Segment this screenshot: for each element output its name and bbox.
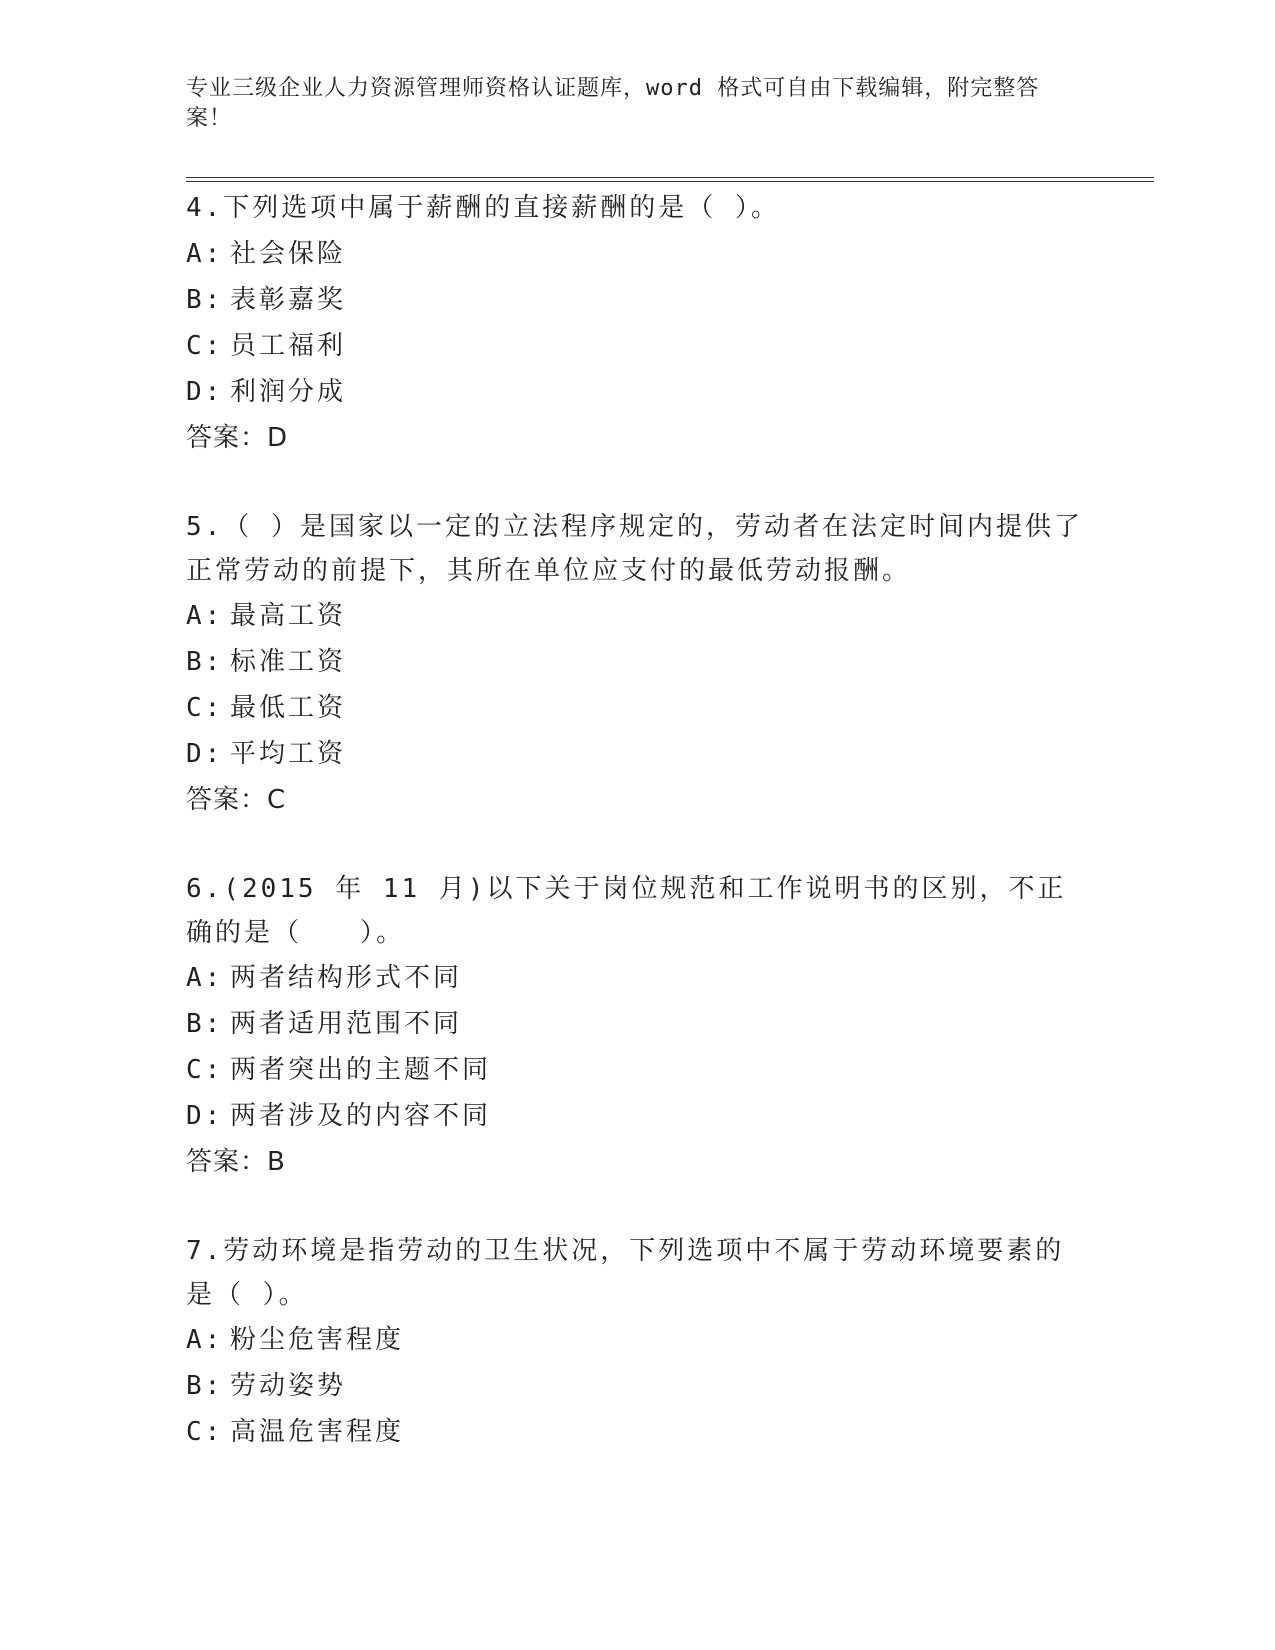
question-text: 4.下列选项中属于薪酬的直接薪酬的是（ ）。: [186, 193, 780, 223]
option-b: [186, 1363, 1086, 1409]
option-text: 两者突出的主题不同: [230, 1055, 492, 1085]
option-letter: B:: [186, 1371, 224, 1401]
option-text: 利润分成: [230, 377, 347, 407]
option-letter: A:: [186, 963, 224, 993]
question-list: [186, 186, 1086, 1499]
question-4: [186, 186, 1086, 461]
option-b: [186, 277, 1086, 323]
option-letter: C:: [186, 1055, 224, 1085]
option-letter: D:: [186, 739, 224, 769]
header-divider: [186, 177, 1154, 182]
option-b: [186, 1001, 1086, 1047]
option-text: 粉尘危害程度: [230, 1325, 405, 1355]
option-d: [186, 1093, 1086, 1139]
option-letter: A:: [186, 239, 224, 269]
option-text: 最高工资: [230, 601, 347, 631]
option-d: [186, 369, 1086, 415]
option-letter: A:: [186, 1325, 224, 1355]
answer-text: 答案：C: [186, 785, 287, 815]
option-letter: D:: [186, 1101, 224, 1131]
option-d: [186, 731, 1086, 777]
option-c: [186, 1047, 1086, 1093]
option-letter: B:: [186, 647, 224, 677]
option-text: 社会保险: [230, 239, 347, 269]
option-c: [186, 1409, 1086, 1455]
answer-text: 答案：D: [186, 423, 289, 453]
option-c: [186, 685, 1086, 731]
option-letter: B:: [186, 1009, 224, 1039]
document-header: 专业三级企业人力资源管理师资格认证题库，word 格式可自由下载编辑，附完整答案！: [186, 76, 1040, 131]
option-a: [186, 1317, 1086, 1363]
option-text: 平均工资: [230, 739, 347, 769]
option-a: [186, 593, 1086, 639]
option-b: [186, 639, 1086, 685]
option-letter: C:: [186, 331, 224, 361]
answer-text: 答案：B: [186, 1147, 286, 1177]
option-text: 最低工资: [230, 693, 347, 723]
document-page: [186, 0, 1156, 1650]
option-text: 标准工资: [230, 647, 347, 677]
option-letter: B:: [186, 285, 224, 315]
option-text: 劳动姿势: [230, 1371, 347, 1401]
option-c: [186, 323, 1086, 369]
question-text: 5.（ ）是国家以一定的立法程序规定的，劳动者在法定时间内提供了正常劳动的前提下，其所在单位应支付的最低劳动报酬。: [186, 512, 1083, 586]
option-text: 两者适用范围不同: [230, 1009, 463, 1039]
question-text: 7.劳动环境是指劳动的卫生状况，下列选项中不属于劳动环境要素的是（ ）。: [186, 1236, 1065, 1310]
option-text: 两者涉及的内容不同: [230, 1101, 492, 1131]
option-text: 表彰嘉奖: [230, 285, 347, 315]
option-letter: C:: [186, 1417, 224, 1447]
question-text: 6.(2015 年 11 月)以下关于岗位规范和工作说明书的区别，不正确的是（ ）。: [186, 874, 1067, 948]
option-letter: C:: [186, 693, 224, 723]
option-text: 两者结构形式不同: [230, 963, 463, 993]
option-letter: D:: [186, 377, 224, 407]
option-text: 员工福利: [230, 331, 347, 361]
option-a: [186, 231, 1086, 277]
option-a: [186, 955, 1086, 1001]
question-5: [186, 505, 1086, 823]
question-7: [186, 1229, 1086, 1455]
option-letter: A:: [186, 601, 224, 631]
option-text: 高温危害程度: [230, 1417, 405, 1447]
question-6: [186, 867, 1086, 1185]
